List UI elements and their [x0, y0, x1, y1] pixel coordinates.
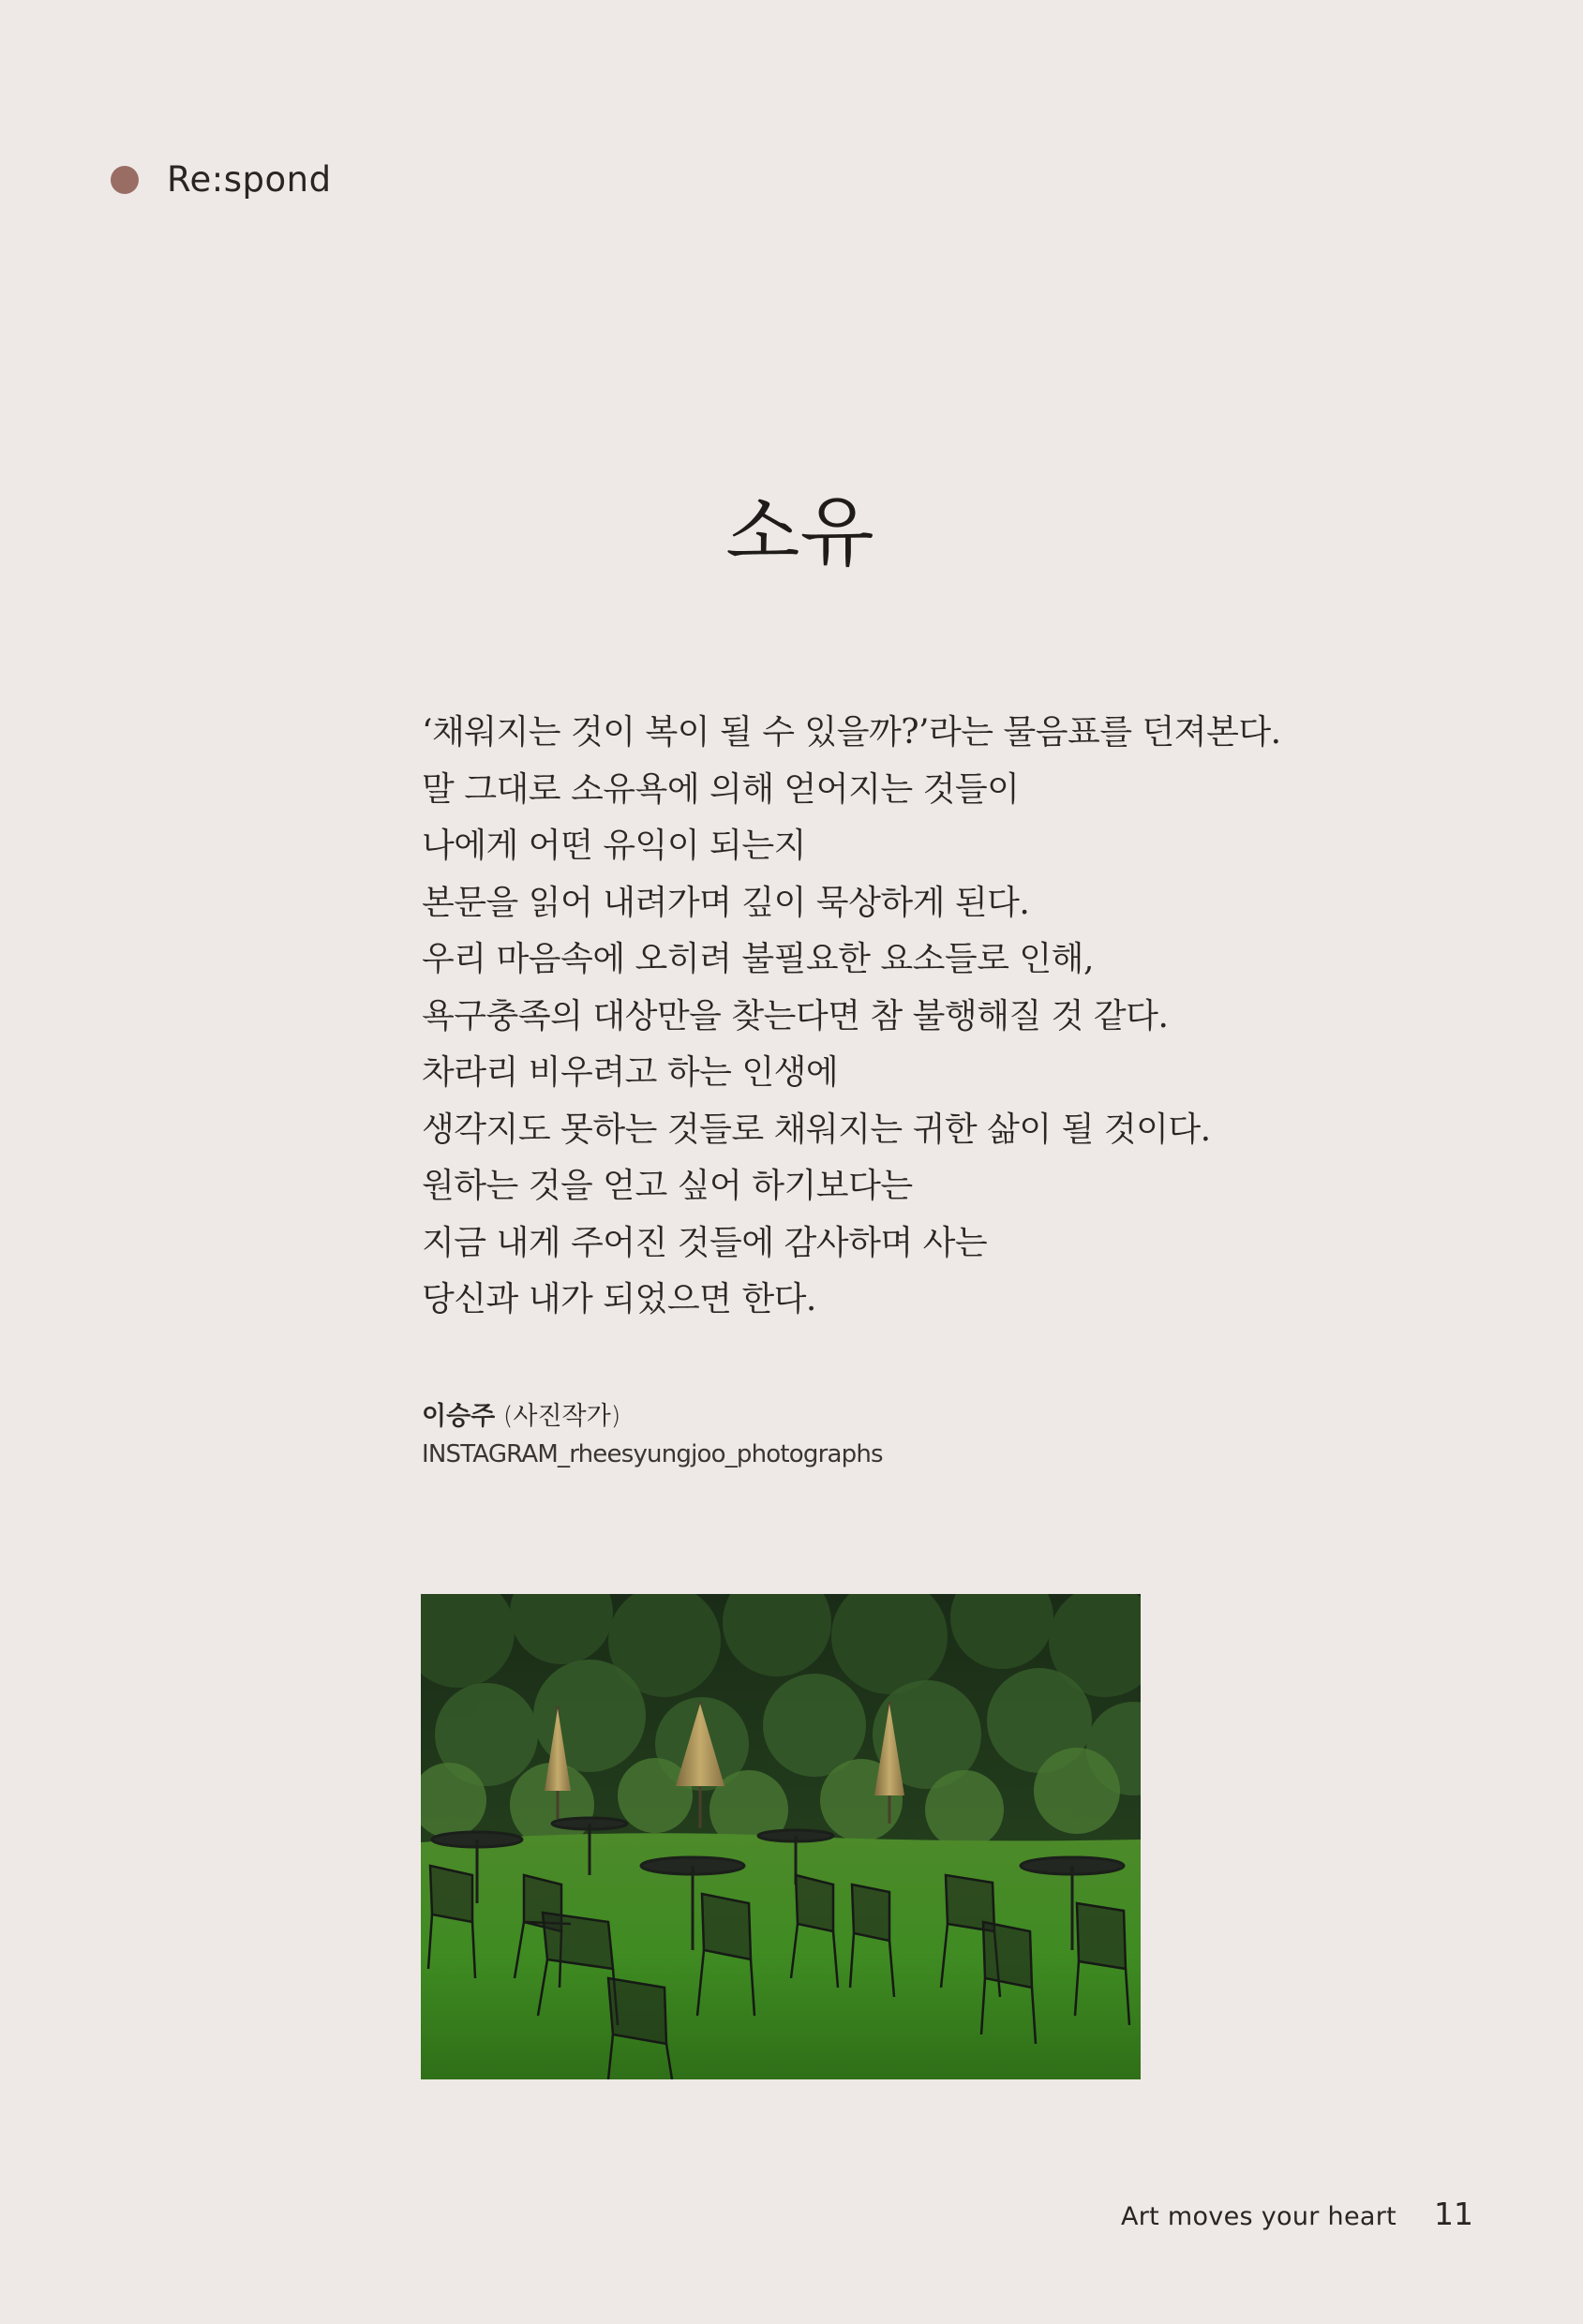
author-name: 이승주: [422, 1402, 496, 1431]
poem-line: 차라리 비우려고 하는 인생에: [422, 1053, 839, 1092]
poem-line: 생각지도 못하는 것들로 채워지는 귀한 삶이 될 것이다.: [422, 1110, 1211, 1149]
poem-line: 욕구충족의 대상만을 찾는다면 참 불행해질 것 같다.: [422, 996, 1169, 1035]
poem-line: 원하는 것을 얻고 싶어 하기보다는: [422, 1167, 913, 1205]
poem-line: 나에게 어떤 유익이 되는지: [422, 827, 806, 865]
page-footer: [1121, 2196, 1473, 2232]
photo-credit: [422, 1398, 883, 1473]
poem-line: 당신과 내가 되었으면 한다.: [422, 1280, 816, 1318]
page-number: 11: [1434, 2196, 1473, 2232]
garden-photo: [421, 1594, 1141, 2079]
poem-line: 말 그대로 소유욕에 의해 얻어지는 것들이: [422, 769, 1020, 809]
instagram-handle: INSTAGRAM_rheesyungjoo_photographs: [422, 1440, 883, 1468]
poem-line: 지금 내게 주어진 것들에 감사하며 사는: [422, 1223, 988, 1262]
poem-line: 본문을 읽어 내려가며 깊이 묵상하게 된다.: [422, 883, 1030, 922]
poem-line: ‘채워지는 것이 복이 될 수 있을까?’라는 물음표를 던져본다.: [422, 713, 1281, 752]
section-tag: [111, 159, 332, 200]
section-dot-icon: [111, 166, 139, 194]
poem-line: 우리 마음속에 오히려 불필요한 요소들로 인해,: [422, 940, 1094, 978]
author-role: (사진작가): [495, 1402, 621, 1431]
section-label: Re:spond: [167, 159, 332, 200]
poem-body: [422, 705, 1281, 1329]
page-title: 소유: [725, 488, 874, 577]
footer-tagline: Art moves your heart: [1120, 2202, 1396, 2231]
